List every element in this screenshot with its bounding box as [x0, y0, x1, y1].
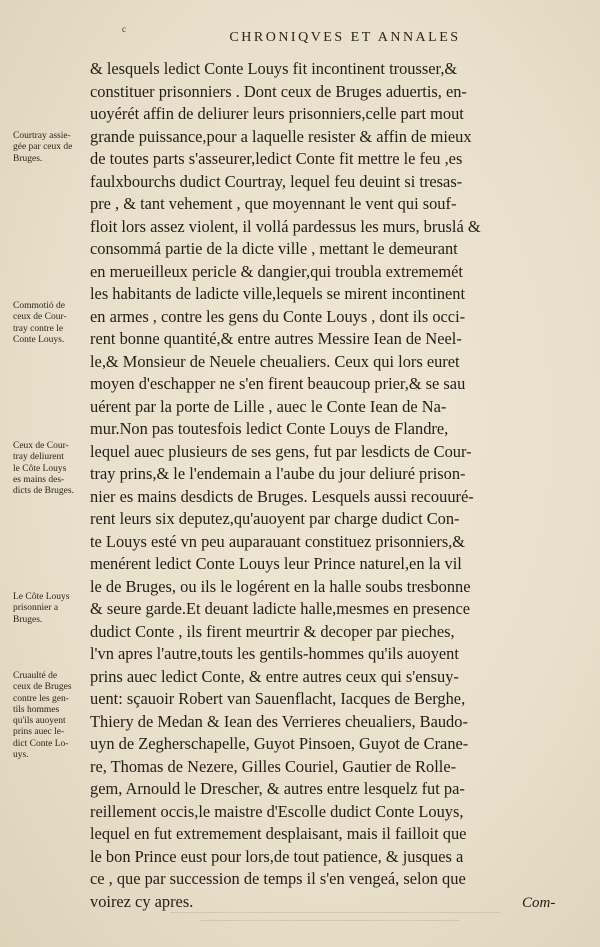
- text-line: consommá partie de la dicte ville , mettant le demeurant: [90, 239, 458, 258]
- margin-note-line: uys.: [13, 750, 29, 761]
- text-line: uoyérét affin de deliurer leurs prisonniers,celle part mout: [90, 104, 464, 123]
- margin-note-line: qu'ils auoyent: [13, 716, 66, 727]
- text-line: menérent ledict Conte Louys leur Prince naturel,en la vil: [90, 554, 462, 573]
- text-line: les habitants de ladicte ville,lequels se mirent incontinent: [90, 284, 466, 303]
- margin-note-line: Commotió de: [13, 301, 65, 311]
- text-line: rent bonne quantité,& entre autres Messire Iean de Neel-: [90, 329, 462, 348]
- text-line: dudict Conte , ils firent meurtrir & decoper par pieches,: [90, 621, 455, 641]
- running-head: CHRONIQVES ET ANNALES: [229, 30, 461, 45]
- text-line: faulxbourchs dudict Courtray, lequel feu deuint si tresas-: [90, 171, 463, 191]
- text-line: reillement occis,le maistre d'Escolle dudict Conte Louys,: [90, 801, 464, 821]
- text-line: rent leurs six deputez,qu'auoyent par charge dudict Con-: [90, 509, 460, 528]
- text-line: uent: sçauoir Robert van Sauenflacht, Iacques de Berghe,: [90, 689, 466, 708]
- text-line: de toutes parts s'asseurer,ledict Conte fit mettre le feu ,es: [90, 149, 463, 168]
- margin-note-line: Cruaulté de: [13, 671, 58, 681]
- text-line: lequel en fut extremement desplaisant, mais il failloit que: [90, 824, 467, 843]
- margin-note-line: prisonnier a: [13, 603, 59, 614]
- margin-note-line: tils hommes: [13, 704, 60, 715]
- text-line: tray prins,& le l'endemain a l'aube du jour deliuré prison-: [90, 464, 466, 483]
- body-text: [90, 58, 568, 913]
- text-line: floit lors assez violent, il vollá pardessus les murs, bruslá &: [90, 216, 481, 236]
- margin-note-line: Conte Louys.: [13, 334, 65, 345]
- margin-note: [13, 301, 95, 346]
- text-line: ce , que par succession de temps il s'en vengeá, selon que: [90, 869, 466, 888]
- margin-note-line: Bruges.: [13, 153, 43, 164]
- text-line: mur.Non pas toutesfois ledict Conte Louys de Flandre,: [90, 419, 449, 438]
- margin-note-line: contre les gen-: [13, 693, 69, 704]
- text-line: gem, Arnould le Drescher, & autres entre lesquelz fut pa-: [90, 779, 465, 798]
- margin-note-line: tray deliurent: [13, 452, 64, 463]
- margin-note: [13, 441, 95, 497]
- margin-note-line: Ceux de Cour-: [13, 441, 69, 451]
- margin-note-line: Bruges.: [13, 614, 43, 625]
- text-line: te Louys esté vn peu auparauant constituez prisonniers,&: [90, 531, 466, 551]
- text-line: & seure garde.Et deuant ladicte halle,mesmes en presence: [90, 599, 471, 618]
- margin-note-line: dicts de Bruges.: [13, 486, 74, 497]
- margin-note-line: es mains des-: [13, 474, 65, 485]
- margin-note-line: gée par ceux de: [13, 142, 73, 153]
- catchword: Com-: [522, 895, 556, 911]
- margin-note-line: ceux de Bruges: [13, 682, 72, 693]
- text-line: Thiery de Medan & Iean des Verrieres cheualiers, Baudo-: [90, 711, 468, 731]
- margin-note-line: dict Conte Lo-: [13, 738, 69, 749]
- text-line: nier es mains desdicts de Bruges. Lesquels aussi recouuré-: [90, 486, 474, 506]
- text-line: moyen d'eschapper ne s'en firent beaucoup prier,& se sau: [90, 374, 466, 393]
- text-line: voirez cy apres.: [90, 891, 194, 911]
- margin-note-line: Le Côte Louys: [13, 592, 70, 602]
- text-line: en armes , contre les gens du Conte Louys , dont ils occi-: [90, 306, 466, 326]
- text-line: le,& Monsieur de Neuele cheualiers. Ceux qui lors euret: [90, 351, 460, 371]
- text-line: prins auec ledict Conte, & entre autres ceux qui s'ensuy-: [90, 666, 459, 686]
- margin-note-line: ceux de Cour-: [13, 312, 67, 323]
- margin-note: [13, 592, 95, 626]
- text-line: & lesquels ledict Conte Louys fit incontinent trousser,&: [90, 59, 458, 78]
- text-line: constituer prisonniers . Dont ceux de Bruges aduertis, en-: [90, 81, 467, 101]
- text-line: le de Bruges, ou ils le logérent en la halle soubs tresbonne: [90, 576, 471, 596]
- text-line: re, Thomas de Nezere, Gilles Couriel, Gautier de Rolle-: [90, 756, 457, 776]
- show-through-line: [200, 920, 460, 921]
- folio-mark: c: [122, 24, 126, 34]
- margin-note-line: prins auec le-: [13, 727, 65, 738]
- text-line: le bon Prince eust pour lors,de tout patience, & jusques a: [90, 846, 464, 866]
- text-line: l'vn apres l'autre,touts les gentils-hommes qu'ils auoyent: [90, 644, 459, 663]
- text-line: uérent par la porte de Lille , auec le Conte Iean de Na-: [90, 396, 447, 416]
- text-line: lequel auec plusieurs de ses gens, fut par lesdicts de Cour-: [90, 441, 472, 461]
- text-line: en merueilleux pericle & dangier,qui troubla extrememét: [90, 261, 463, 281]
- text-line: pre , & tant vehement , que moyennant le vent qui souf-: [90, 194, 457, 213]
- margin-note: [13, 671, 95, 761]
- text-line: grande puissance,pour a laquelle resister & affin de mieux: [90, 126, 472, 146]
- margin-note-line: Courtray assie-: [13, 131, 71, 141]
- margin-note-line: tray contre le: [13, 323, 64, 334]
- text-line: uyn de Zegherschapelle, Guyot Pinsoen, Guyot de Crane-: [90, 734, 469, 753]
- margin-note: [13, 131, 95, 165]
- margin-note-line: le Côte Louys: [13, 463, 67, 474]
